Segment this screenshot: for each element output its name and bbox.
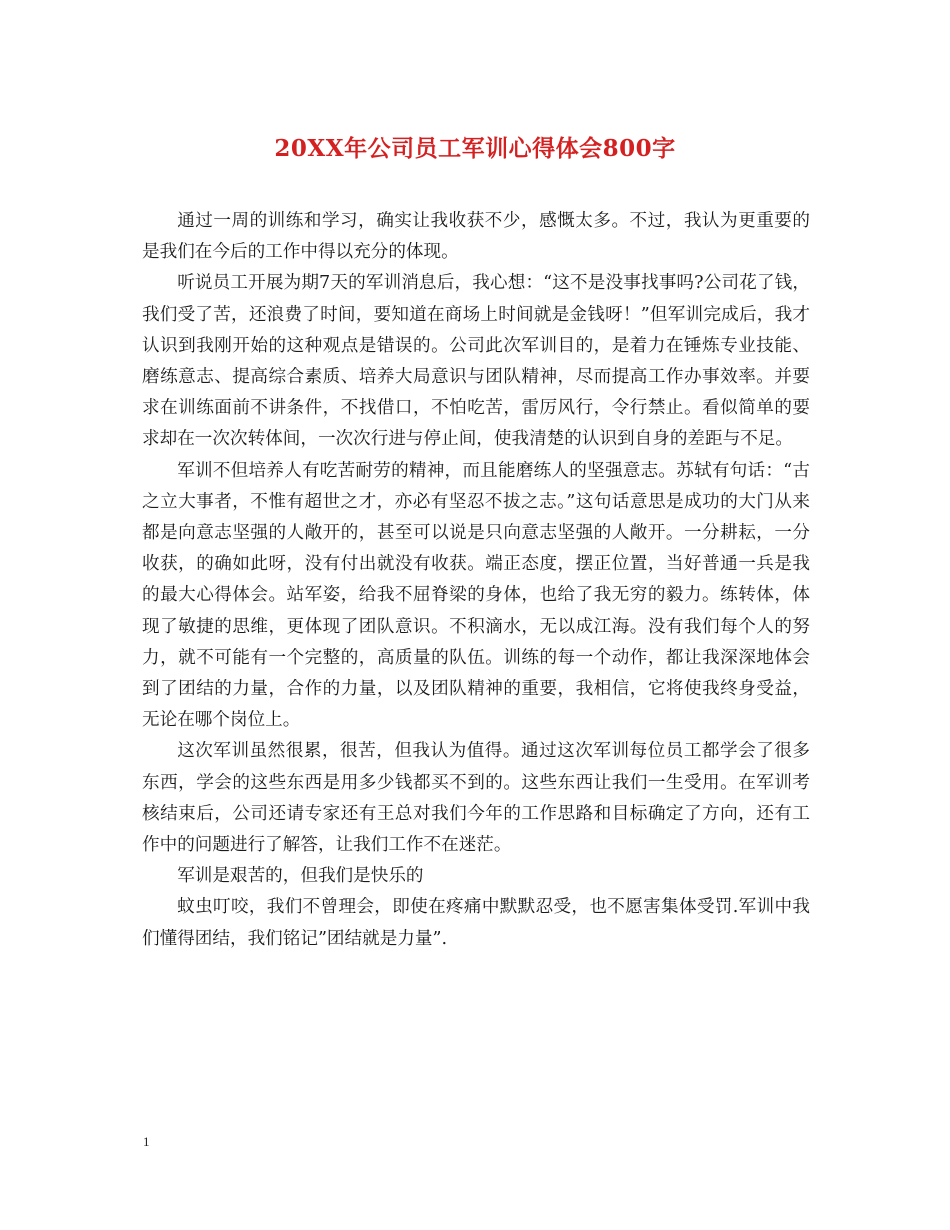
paragraph-5: 军训是艰苦的，但我们是快乐的 — [177, 866, 424, 887]
paragraph-2: 听说员工开展为期7天的军训消息后，我心想：“这不是没事找事吗?公司花了钱，我们受了苦，还浪费了时间，要知道在商场上时间就是金钱呀！”但军训完成后，我才认识到我刚开始的这种观点是错误的。公司此次军训目的，是着力在锤炼专业技能、磨练意志、提高综合素质、培养大局意识与团队精神，尽而提高工作办事效率。并要求在训练面前不讲条件，不找借口，不怕吃苦，雷厉风行，令行禁止。看似简单的要求却在一次次转体间，一次次行进与停止间，使我清楚的认识到自身的差距与不足。 — [142, 273, 810, 450]
document-body — [142, 206, 810, 955]
paragraph-4: 这次军训虽然很累，很苦，但我认为值得。通过这次军训每位员工都学会了很多东西，学会的这些东西是用多少钱都买不到的。这些东西让我们一生受用。在军训考核结束后，公司还请专家还有王总对我们今年的工作思路和目标确定了方向，还有工作中的问题进行了解答，让我们工作不在迷茫。 — [142, 741, 810, 856]
paragraph-3: 军训不但培养人有吃苦耐劳的精神，而且能磨练人的坚强意志。苏轼有句话：“古之立大事者，不惟有超世之才，亦必有坚忍不拔之志。”这句话意思是成功的大门从来都是向意志坚强的人敞开的，甚至可以说是只向意志坚强的人敞开。一分耕耘，一分收获，的确如此呀，没有付出就没有收获。端正态度，摆正位置，当好普通一兵是我的最大心得体会。站军姿，给我不屈脊梁的身体，也给了我无穷的毅力。练转体，体现了敏捷的思维，更体现了团队意识。不积滴水，无以成江海。没有我们每个人的努力，就不可能有一个完整的，高质量的队伍。训练的每一个动作，都让我深深地体会到了团结的力量，合作的力量，以及团队精神的重要，我相信，它将使我终身受益，无论在哪个岗位上。 — [142, 460, 810, 731]
page-number: 1 — [143, 1134, 150, 1149]
document-title: 20XX年公司员工军训心得体会800字 — [274, 135, 676, 162]
paragraph-1: 通过一周的训练和学习，确实让我收获不少，感慨太多。不过，我认为更重要的是我们在今后的工作中得以充分的体现。 — [142, 211, 810, 263]
paragraph-6: 蚊虫叮咬，我们不曾理会，即使在疼痛中默默忍受，也不愿害集体受罚.军训中我们懂得团结，我们铭记”团结就是力量”. — [142, 897, 810, 949]
